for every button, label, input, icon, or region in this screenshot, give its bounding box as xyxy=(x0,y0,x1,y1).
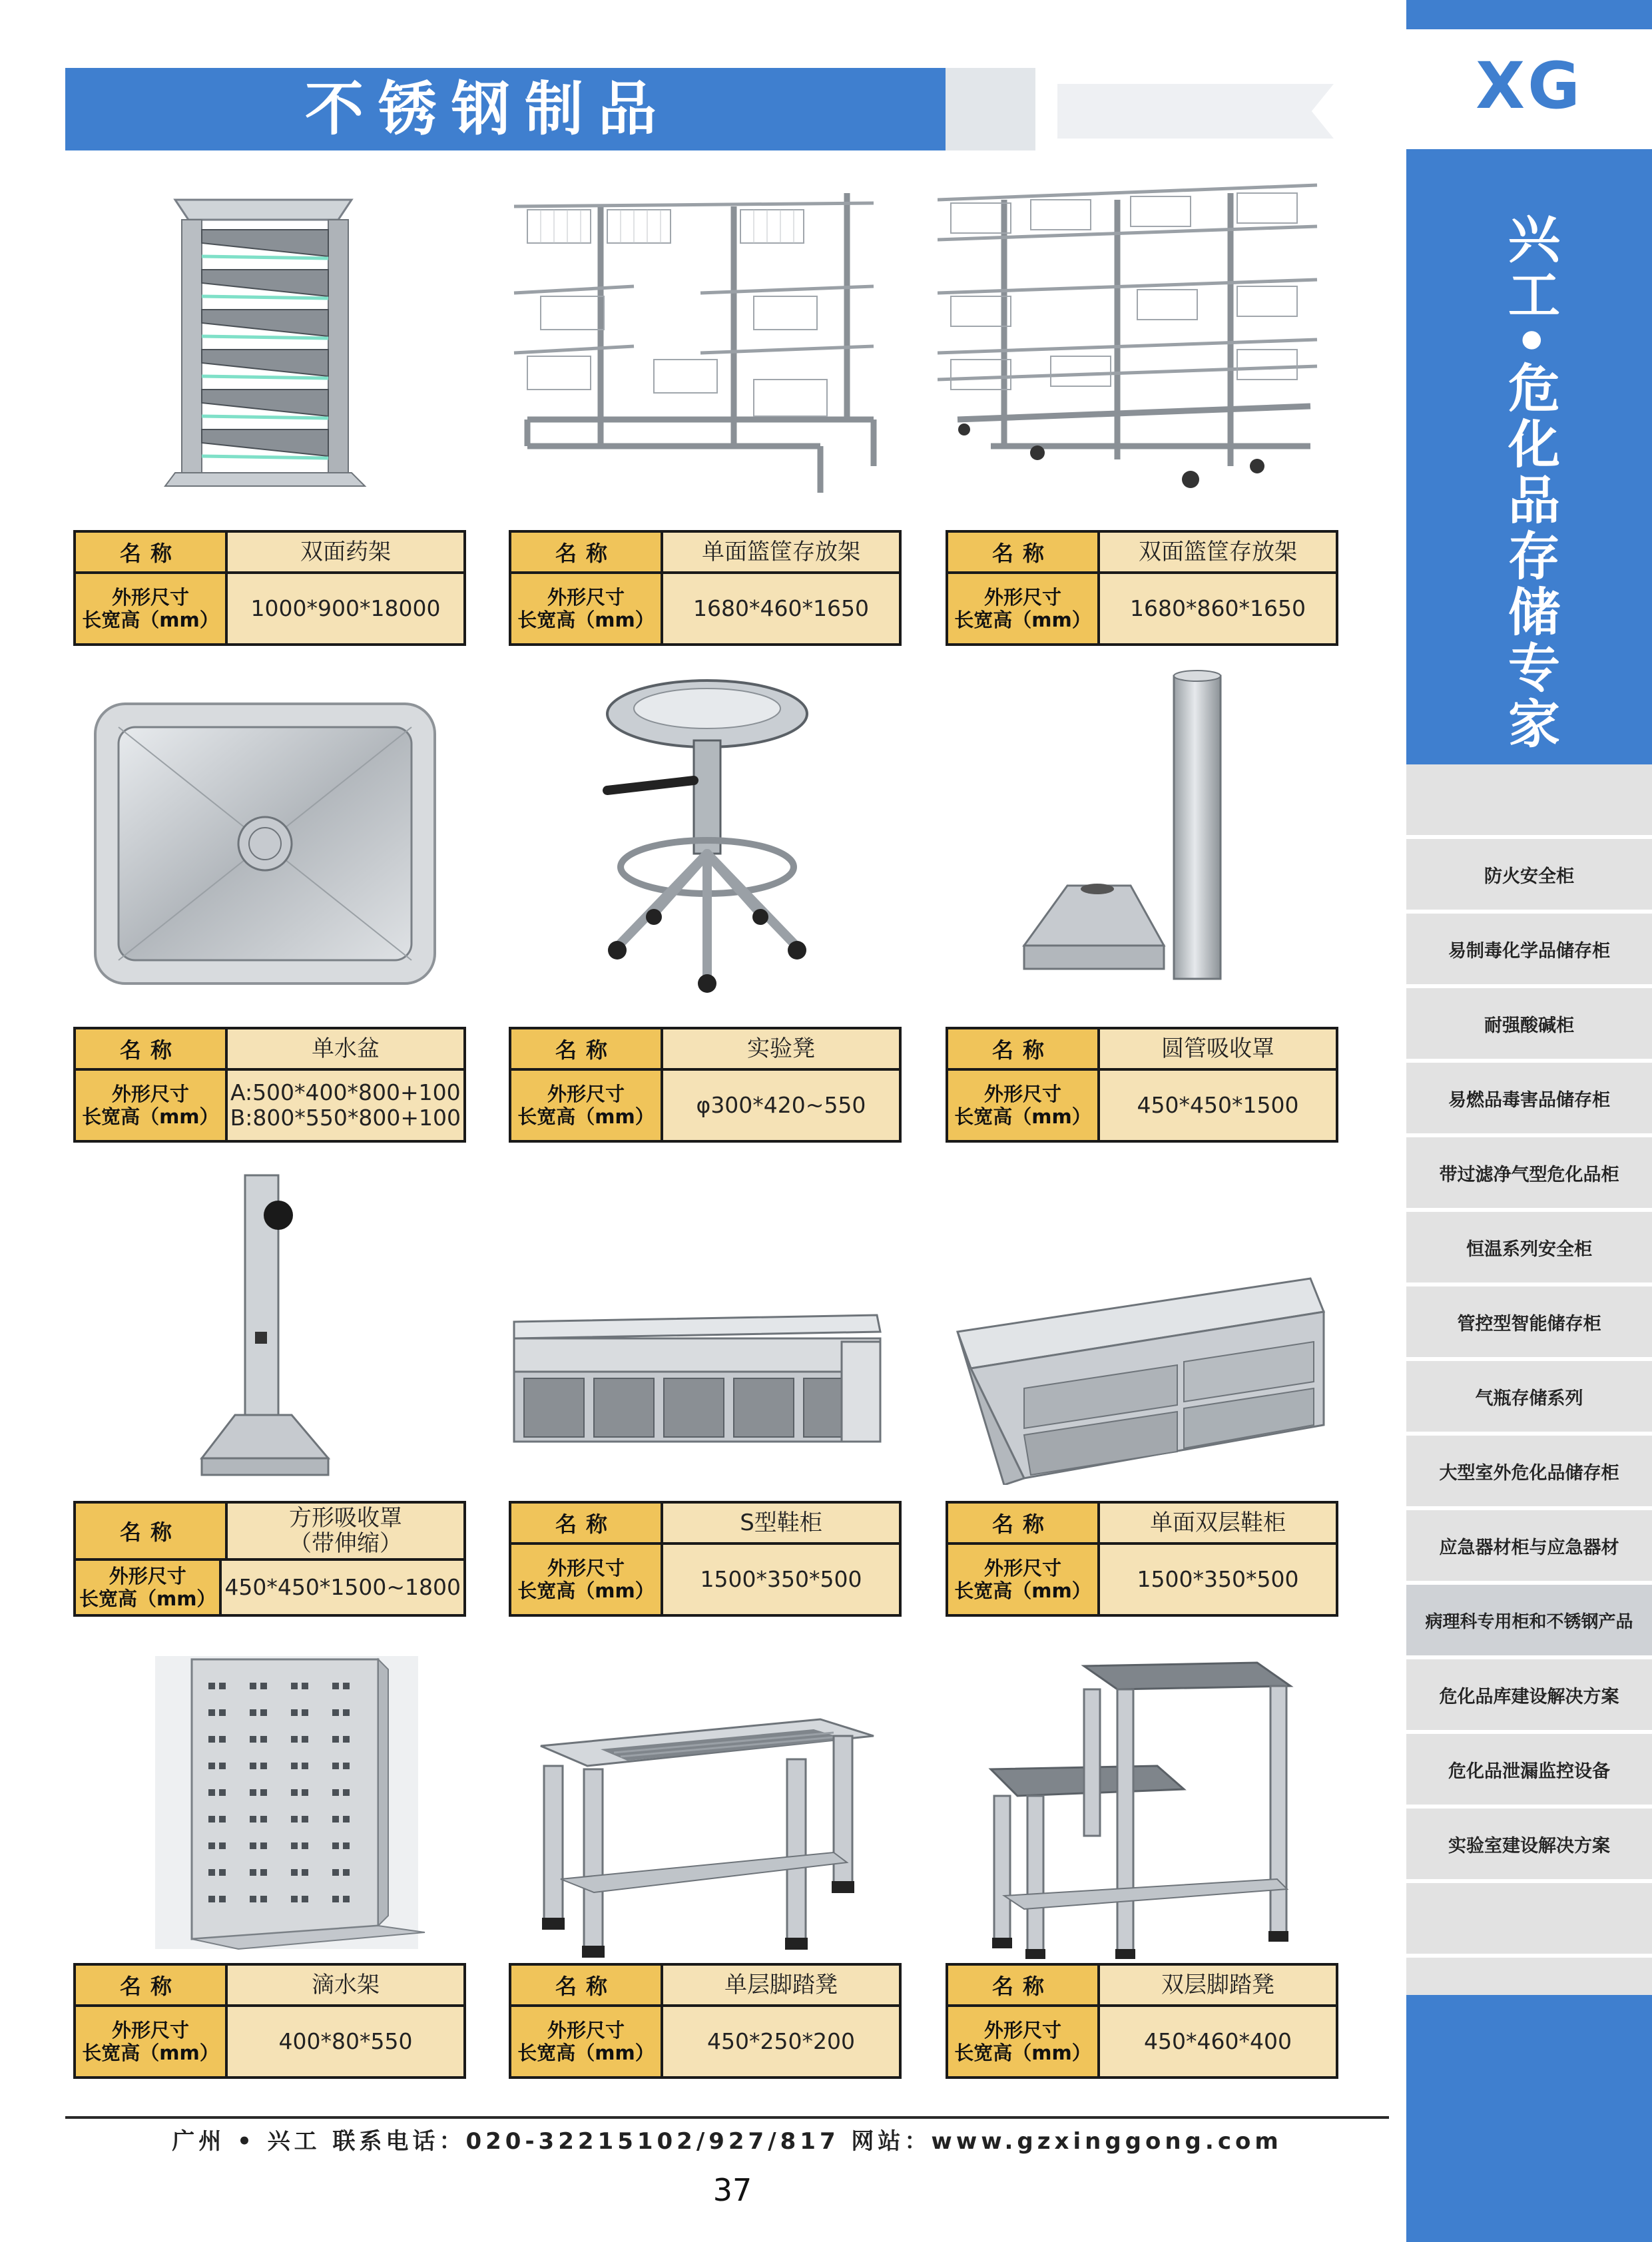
drip-hole xyxy=(219,1789,226,1796)
name-label: 名称 xyxy=(511,533,663,571)
side-slogan-panel xyxy=(1406,149,1652,764)
drip-hole xyxy=(219,1763,226,1769)
name-label: 名称 xyxy=(76,1504,228,1558)
product-name: 双面篮筐存放架 xyxy=(1139,539,1297,565)
drip-hole xyxy=(343,1869,350,1876)
size-label-line2: 长宽高（mm） xyxy=(82,609,219,631)
drip-hole xyxy=(302,1869,308,1876)
size-label xyxy=(511,1071,663,1140)
spec-table xyxy=(73,1027,466,1143)
drip-hole xyxy=(302,1789,308,1796)
nav-item-warehouse-solution[interactable]: 危化品库建设解决方案 xyxy=(1406,1659,1652,1734)
footer-contact: 广州 • 兴工 联系电话：020-32215102/927/817 网站：www.gzxinggong.com xyxy=(172,2128,1282,2155)
drip-hole xyxy=(208,1842,215,1849)
name-label: 名称 xyxy=(76,533,228,571)
spec-table xyxy=(946,530,1338,646)
product-size: 1680*460*1650 xyxy=(693,595,869,621)
drip-hole xyxy=(219,1816,226,1822)
nav-item-precursor-chemical-cabinet[interactable]: 易制毒化学品储存柜 xyxy=(1406,914,1652,988)
size-label xyxy=(76,574,228,643)
drip-hole xyxy=(219,1842,226,1849)
drip-hole xyxy=(343,1842,350,1849)
spec-table xyxy=(509,1501,902,1617)
single-sided-basket-rack-icon xyxy=(501,180,894,493)
drip-hole xyxy=(250,1869,256,1876)
drip-hole xyxy=(302,1683,308,1689)
size-label-line1: 外形尺寸 xyxy=(547,2019,625,2042)
drip-hole xyxy=(260,1869,267,1876)
product-name: 双面药架 xyxy=(300,539,391,565)
spec-table xyxy=(73,1501,466,1617)
drip-hole xyxy=(291,1763,298,1769)
size-label-line2: 长宽高（mm） xyxy=(954,1579,1091,1602)
product-size: 1680*860*1650 xyxy=(1130,595,1306,621)
drip-hole xyxy=(250,1736,256,1743)
title-banner-grey xyxy=(946,68,1035,150)
size-label-line1: 外形尺寸 xyxy=(111,1083,189,1105)
product-size: A:500*400*800+100 B:800*550*800+100 xyxy=(230,1079,461,1131)
size-label-line1: 外形尺寸 xyxy=(111,2019,189,2042)
spec-table xyxy=(509,530,902,646)
drip-hole xyxy=(208,1709,215,1716)
product-name: 单层脚踏凳 xyxy=(724,1972,838,1998)
name-label: 名称 xyxy=(948,1966,1100,2004)
drip-hole xyxy=(343,1789,350,1796)
drip-hole xyxy=(250,1763,256,1769)
double-sided-medicine-rack-icon xyxy=(65,180,458,493)
drip-hole xyxy=(208,1683,215,1689)
nav-item-emergency-equipment[interactable]: 应急器材柜与应急器材 xyxy=(1406,1510,1652,1585)
nav-item-lab-solution[interactable]: 实验室建设解决方案 xyxy=(1406,1809,1652,1883)
lab-stool-icon xyxy=(501,674,894,1007)
single-step-stool-icon xyxy=(501,1653,894,1959)
spec-table xyxy=(509,1027,902,1143)
spec-table xyxy=(946,1501,1338,1617)
size-label-line1: 外形尺寸 xyxy=(983,1557,1061,1579)
spec-table xyxy=(946,1963,1338,2079)
drip-hole xyxy=(332,1763,339,1769)
nav-item-acid-alkali-cabinet[interactable]: 耐强酸碱柜 xyxy=(1406,988,1652,1063)
product-size: 450*450*1500 xyxy=(1137,1092,1299,1118)
nav-item-outdoor-cabinet[interactable]: 大型室外危化品储存柜 xyxy=(1406,1436,1652,1510)
drip-hole xyxy=(219,1683,226,1689)
nav-item-flammable-toxic-cabinet[interactable]: 易燃品毒害品储存柜 xyxy=(1406,1063,1652,1137)
drip-hole xyxy=(291,1869,298,1876)
drip-hole xyxy=(208,1736,215,1743)
drip-hole xyxy=(260,1896,267,1902)
product-size: 400*80*550 xyxy=(278,2028,413,2054)
name-label: 名称 xyxy=(76,1029,228,1068)
nav-spacer xyxy=(1406,764,1652,839)
drip-hole xyxy=(291,1789,298,1796)
page-number: 37 xyxy=(712,2172,752,2208)
drip-hole xyxy=(302,1709,308,1716)
drip-hole xyxy=(343,1683,350,1689)
product-size: 450*450*1500~1800 xyxy=(224,1574,461,1600)
drip-hole xyxy=(343,1736,350,1743)
double-layer-shoe-cabinet-icon xyxy=(938,1172,1330,1485)
nav-spacer xyxy=(1406,1883,1652,1958)
drip-hole xyxy=(260,1842,267,1849)
name-label: 名称 xyxy=(511,1966,663,2004)
drip-hole xyxy=(291,1842,298,1849)
size-label xyxy=(948,1071,1100,1140)
drip-hole xyxy=(302,1736,308,1743)
drip-hole xyxy=(260,1709,267,1716)
product-name: 方形吸收罩 （带伸缩） xyxy=(289,1505,402,1557)
size-label xyxy=(948,2007,1100,2076)
drip-hole xyxy=(332,1709,339,1716)
size-label-line1: 外形尺寸 xyxy=(983,2019,1061,2042)
drip-hole xyxy=(260,1763,267,1769)
drip-hole xyxy=(332,1816,339,1822)
size-label-line1: 外形尺寸 xyxy=(547,1083,625,1105)
side-topcap xyxy=(1406,0,1652,29)
drip-hole xyxy=(219,1736,226,1743)
product-size: 1000*900*18000 xyxy=(250,595,441,621)
product-name: 滴水架 xyxy=(312,1972,380,1998)
drip-hole xyxy=(219,1709,226,1716)
drip-hole xyxy=(302,1842,308,1849)
drip-hole xyxy=(208,1869,215,1876)
size-label-line2: 长宽高（mm） xyxy=(79,1587,216,1610)
product-size: φ300*420~550 xyxy=(696,1092,866,1118)
drip-hole xyxy=(250,1896,256,1902)
drip-hole xyxy=(219,1869,226,1876)
size-label-line1: 外形尺寸 xyxy=(109,1565,186,1587)
size-label xyxy=(76,2007,228,2076)
drip-hole xyxy=(208,1896,215,1902)
size-label xyxy=(511,574,663,643)
drip-hole xyxy=(250,1842,256,1849)
product-name: 单面篮筐存放架 xyxy=(702,539,860,565)
brand-slogan: 兴工•危化品存储专家 xyxy=(1500,212,1559,752)
size-label-line2: 长宽高（mm） xyxy=(517,609,655,631)
name-label: 名称 xyxy=(76,1966,228,2004)
product-name: S型鞋柜 xyxy=(740,1510,822,1536)
name-label: 名称 xyxy=(511,1029,663,1068)
side-bottom-panel xyxy=(1406,1995,1652,2242)
drip-hole xyxy=(291,1736,298,1743)
size-label-line2: 长宽高（mm） xyxy=(954,2042,1091,2064)
size-label xyxy=(511,2007,663,2076)
nav-item-pathology-stainless[interactable]: 病理科专用柜和不锈钢产品 xyxy=(1406,1585,1652,1659)
size-label-line1: 外形尺寸 xyxy=(983,1083,1061,1105)
drip-hole xyxy=(343,1763,350,1769)
drip-hole xyxy=(332,1842,339,1849)
drip-hole xyxy=(291,1816,298,1822)
drip-hole xyxy=(302,1763,308,1769)
product-name: 实验凳 xyxy=(747,1035,815,1062)
page-title: 不锈钢制品 xyxy=(305,75,672,143)
size-label-line2: 长宽高（mm） xyxy=(954,609,1091,631)
size-label xyxy=(948,574,1100,643)
size-label-line2: 长宽高（mm） xyxy=(954,1105,1091,1128)
drip-hole xyxy=(291,1683,298,1689)
spec-table xyxy=(509,1963,902,2079)
drip-hole xyxy=(332,1789,339,1796)
product-size: 450*250*200 xyxy=(707,2028,855,2054)
drip-hole xyxy=(343,1709,350,1716)
size-label-line1: 外形尺寸 xyxy=(547,586,625,609)
product-size: 1500*350*500 xyxy=(700,1566,862,1592)
size-label-line2: 长宽高（mm） xyxy=(517,1579,655,1602)
category-nav xyxy=(1406,764,1652,1958)
drip-hole xyxy=(250,1683,256,1689)
size-label-line2: 长宽高（mm） xyxy=(517,2042,655,2064)
nav-item-leak-monitor[interactable]: 危化品泄漏监控设备 xyxy=(1406,1734,1652,1809)
drip-hole xyxy=(343,1816,350,1822)
drip-hole xyxy=(260,1736,267,1743)
product-size: 450*460*400 xyxy=(1144,2028,1292,2054)
drip-hole xyxy=(250,1816,256,1822)
nav-item-filtered-cabinet[interactable]: 带过滤净气型危化品柜 xyxy=(1406,1137,1652,1212)
drip-hole xyxy=(332,1736,339,1743)
drip-hole xyxy=(291,1896,298,1902)
name-label: 名称 xyxy=(511,1504,663,1542)
size-label-line1: 外形尺寸 xyxy=(111,586,189,609)
product-name: 双层脚踏凳 xyxy=(1161,1972,1274,1998)
drip-hole xyxy=(332,1896,339,1902)
product-name: 单水盆 xyxy=(312,1035,380,1062)
nav-item-gas-cylinder[interactable]: 气瓶存储系列 xyxy=(1406,1361,1652,1436)
drip-rack-icon xyxy=(65,1653,458,1959)
single-sink-icon xyxy=(65,674,458,993)
spec-table xyxy=(73,1963,466,2079)
drip-hole xyxy=(302,1816,308,1822)
product-size: 1500*350*500 xyxy=(1137,1566,1299,1592)
size-label xyxy=(511,1545,663,1614)
square-hood-icon xyxy=(65,1172,458,1485)
name-label: 名称 xyxy=(948,533,1100,571)
drip-hole xyxy=(332,1869,339,1876)
name-label: 名称 xyxy=(948,1029,1100,1068)
drip-hole xyxy=(260,1816,267,1822)
drip-hole xyxy=(219,1896,226,1902)
s-type-shoe-cabinet-icon xyxy=(501,1172,894,1485)
size-label-line2: 长宽高（mm） xyxy=(82,2042,219,2064)
brand-logo: XG xyxy=(1406,29,1652,149)
round-tube-hood-icon xyxy=(938,666,1330,999)
product-name: 圆管吸收罩 xyxy=(1161,1035,1274,1062)
nav-item-fireproof-cabinet[interactable]: 防火安全柜 xyxy=(1406,839,1652,914)
size-label-line2: 长宽高（mm） xyxy=(517,1105,655,1128)
drip-hole xyxy=(291,1709,298,1716)
size-label-line2: 长宽高（mm） xyxy=(82,1105,219,1128)
drip-hole xyxy=(250,1789,256,1796)
size-label-line1: 外形尺寸 xyxy=(983,586,1061,609)
size-label-line1: 外形尺寸 xyxy=(547,1557,625,1579)
spec-table xyxy=(73,530,466,646)
nav-item-thermostatic-cabinet[interactable]: 恒温系列安全柜 xyxy=(1406,1212,1652,1286)
product-name: 单面双层鞋柜 xyxy=(1150,1510,1286,1536)
drip-hole xyxy=(260,1789,267,1796)
drip-hole xyxy=(208,1816,215,1822)
drip-hole xyxy=(343,1896,350,1902)
drip-hole xyxy=(250,1709,256,1716)
double-step-stool-icon xyxy=(938,1653,1330,1959)
name-label: 名称 xyxy=(948,1504,1100,1542)
footer-divider xyxy=(65,2116,1389,2119)
size-label xyxy=(76,1561,222,1614)
double-sided-basket-rack-icon xyxy=(938,180,1330,506)
spec-table xyxy=(946,1027,1338,1143)
title-banner xyxy=(65,68,1330,150)
drip-hole xyxy=(208,1789,215,1796)
nav-item-smart-cabinet[interactable]: 管控型智能储存柜 xyxy=(1406,1286,1652,1361)
drip-hole xyxy=(332,1683,339,1689)
size-label xyxy=(948,1545,1100,1614)
drip-hole xyxy=(302,1896,308,1902)
size-label xyxy=(76,1071,228,1140)
drip-hole xyxy=(208,1763,215,1769)
title-banner-stripe xyxy=(1057,84,1334,139)
drip-hole xyxy=(260,1683,267,1689)
